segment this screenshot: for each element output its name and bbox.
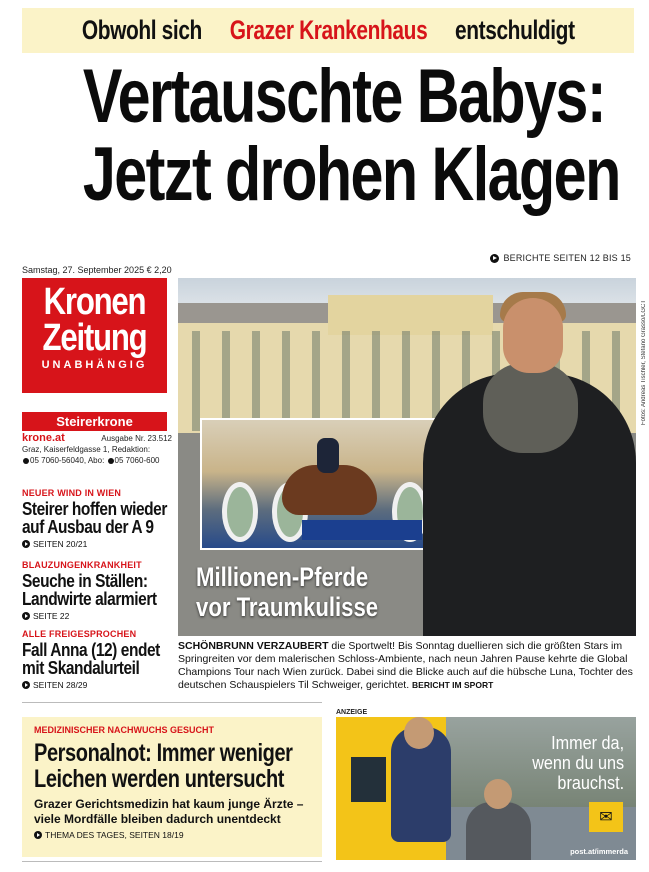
side-story[interactable] [22,629,172,690]
story-title: Steirer hoffen wieder auf Ausbau der A 9 [22,499,167,537]
top-kicker [22,8,634,53]
website-link[interactable]: krone.at [22,432,65,444]
story-category: NEUER WIND IN WIEN [22,488,122,498]
kicker-after: entschuldigt [454,15,575,45]
main-headline[interactable] [14,54,640,217]
arrow-icon [22,681,30,689]
arrow-icon [34,831,42,839]
headline-reference-text: BERICHTE SEITEN 12 BIS 15 [503,253,631,263]
masthead-tagline: UNABHÄNGIG [41,359,148,371]
publisher-info [22,433,172,466]
story-pages: SEITEN 20/21 [22,539,172,549]
masthead-logo[interactable] [22,278,167,393]
photo-caption: Millionen-Pferde vor Traumkulisse [196,562,379,622]
advertisement[interactable] [336,717,636,860]
feature-title: Personalnot: Immer weniger Leichen werden untersucht [34,739,293,793]
masthead-line-1: Kronen [43,281,146,323]
kicker-text [73,15,582,46]
ad-slogan: Immer da, wenn du uns brauchst. [532,733,624,793]
story-pages: SEITEN 28/29 [22,680,172,690]
showjumping-inset-photo [200,418,446,550]
divider [22,861,322,862]
story-pages: SEITE 22 [22,611,172,621]
masthead-line-2: Zeitung [42,317,147,359]
ad-label: ANZEIGE [336,709,368,716]
side-story[interactable] [22,488,172,549]
arrow-icon [22,540,30,548]
phone-numbers: 05 7060-56040, Abo: 05 7060-600 [22,455,172,466]
story-category: BLAUZUNGENKRANKHEIT [22,560,142,570]
feature-category: MEDIZINISCHER NACHWUCHS GESUCHT [34,725,214,735]
side-story[interactable] [22,560,172,621]
story-category: ALLE FREIGESPROCHEN [22,629,137,639]
post-horn-icon: ✉ [589,802,623,832]
issue-number: Ausgabe Nr. 23.512 [101,434,172,443]
date-price: Samstag, 27. September 2025 € 2,20 [22,265,172,275]
phone-icon [108,458,114,464]
divider [22,702,322,703]
headline-line-2: Jetzt drohen Klagen [82,132,620,217]
story-title: Fall Anna (12) endet mit Skandalurteil [22,640,160,678]
photo-credit: Fotos: Andreas Tischler, Stefano Grasso/LGCT [641,300,647,426]
feature-pages: THEMA DES TAGES, SEITEN 18/19 [34,830,310,840]
edition-label: Steirerkrone [22,412,167,431]
ad-url[interactable]: post.at/immerda [570,847,628,856]
lead-story-text[interactable] [178,640,638,692]
address: Graz, Kaiserfeldgasse 1, Redaktion: [22,445,151,454]
phone-icon [23,458,29,464]
lead-photo[interactable] [178,278,636,636]
kicker-highlight: Grazer Krankenhaus [229,15,428,45]
story-title: Seuche in Ställen: Landwirte alarmiert [22,571,157,609]
arrow-icon [490,254,499,263]
kicker-before: Obwohl sich [81,15,202,45]
headline-reference[interactable] [490,253,631,263]
lead-in: SCHÖNBRUNN VERZAUBERT [178,640,329,652]
headline-line-1: Vertauschte Babys: [82,54,606,139]
lead-reference: BERICHT IM SPORT [412,680,494,690]
lead-body: die Sportwelt! Bis Sonntag duellieren sich die größten Stars im Springreiten vor dem malerischen Schloss-Ambiente, nach neun Jahren Pause kehrte die Global Champions Tour nach Wien zurück. Dabei sind die Blicke auch auf die hübsche Luna, Tochter des deutschen Schauspielers Til Schweiger, gerichtet. [178,640,633,691]
arrow-icon [22,612,30,620]
feature-story[interactable] [22,717,322,857]
person-figure [466,802,531,860]
feature-subtitle: Grazer Gerichtsmedizin hat kaum junge Ärzte – viele Mordfälle bleiben dadurch unentdeckt [34,797,304,826]
